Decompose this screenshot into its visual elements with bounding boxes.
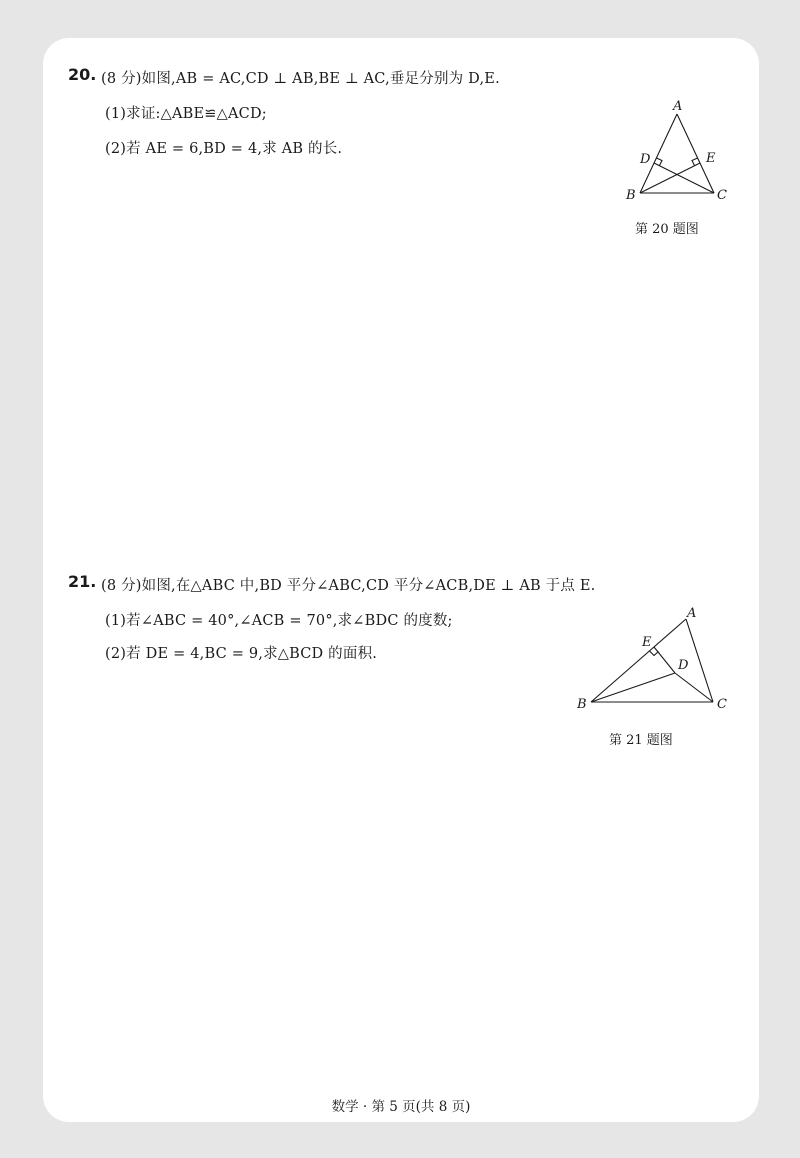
label-b: B [626, 188, 636, 203]
question-21-stem: (8 分)如图,在△ABC 中,BD 平分∠ABC,CD 平分∠ACB,DE ⊥ AB 于点 E. [101, 578, 596, 594]
label-d: D [640, 152, 651, 167]
question-20-part-2: (2)若 AE = 6,BD = 4,求 AB 的长. [105, 141, 343, 157]
segment-ac [686, 619, 713, 702]
label-a: A [673, 99, 683, 114]
question-20-stem: (8 分)如图,AB = AC,CD ⊥ AB,BE ⊥ AC,垂足分别为 D,E. [101, 71, 500, 87]
segment-bd [591, 673, 675, 702]
question-20-part-1: (1)求证:△ABE≌△ACD; [105, 106, 267, 122]
question-21-number: 21. [68, 572, 97, 591]
question-21-figure-caption: 第 21 题图 [609, 733, 673, 748]
segment-cd [675, 673, 713, 702]
segment-de [654, 647, 675, 673]
question-20-figure [621, 96, 733, 206]
label-c: C [717, 697, 727, 712]
label-a: A [687, 606, 697, 621]
label-e: E [642, 635, 652, 650]
question-20-figure-caption: 第 20 题图 [635, 222, 699, 237]
label-b: B [577, 697, 587, 712]
page-footer: 数学 · 第 5 页(共 8 页) [331, 1099, 471, 1115]
question-21-part-2: (2)若 DE = 4,BC = 9,求△BCD 的面积. [105, 646, 378, 662]
label-d: D [678, 658, 689, 673]
segment-cd [654, 163, 714, 193]
segment-ab [591, 619, 686, 702]
label-e: E [706, 151, 716, 166]
question-21-part-1: (1)若∠ABC = 40°,∠ACB = 70°,求∠BDC 的度数; [105, 613, 453, 629]
label-c: C [717, 188, 727, 203]
segment-be [640, 163, 700, 193]
exam-page [43, 38, 759, 1122]
question-20-number: 20. [68, 65, 97, 84]
question-21-figure [571, 601, 739, 721]
